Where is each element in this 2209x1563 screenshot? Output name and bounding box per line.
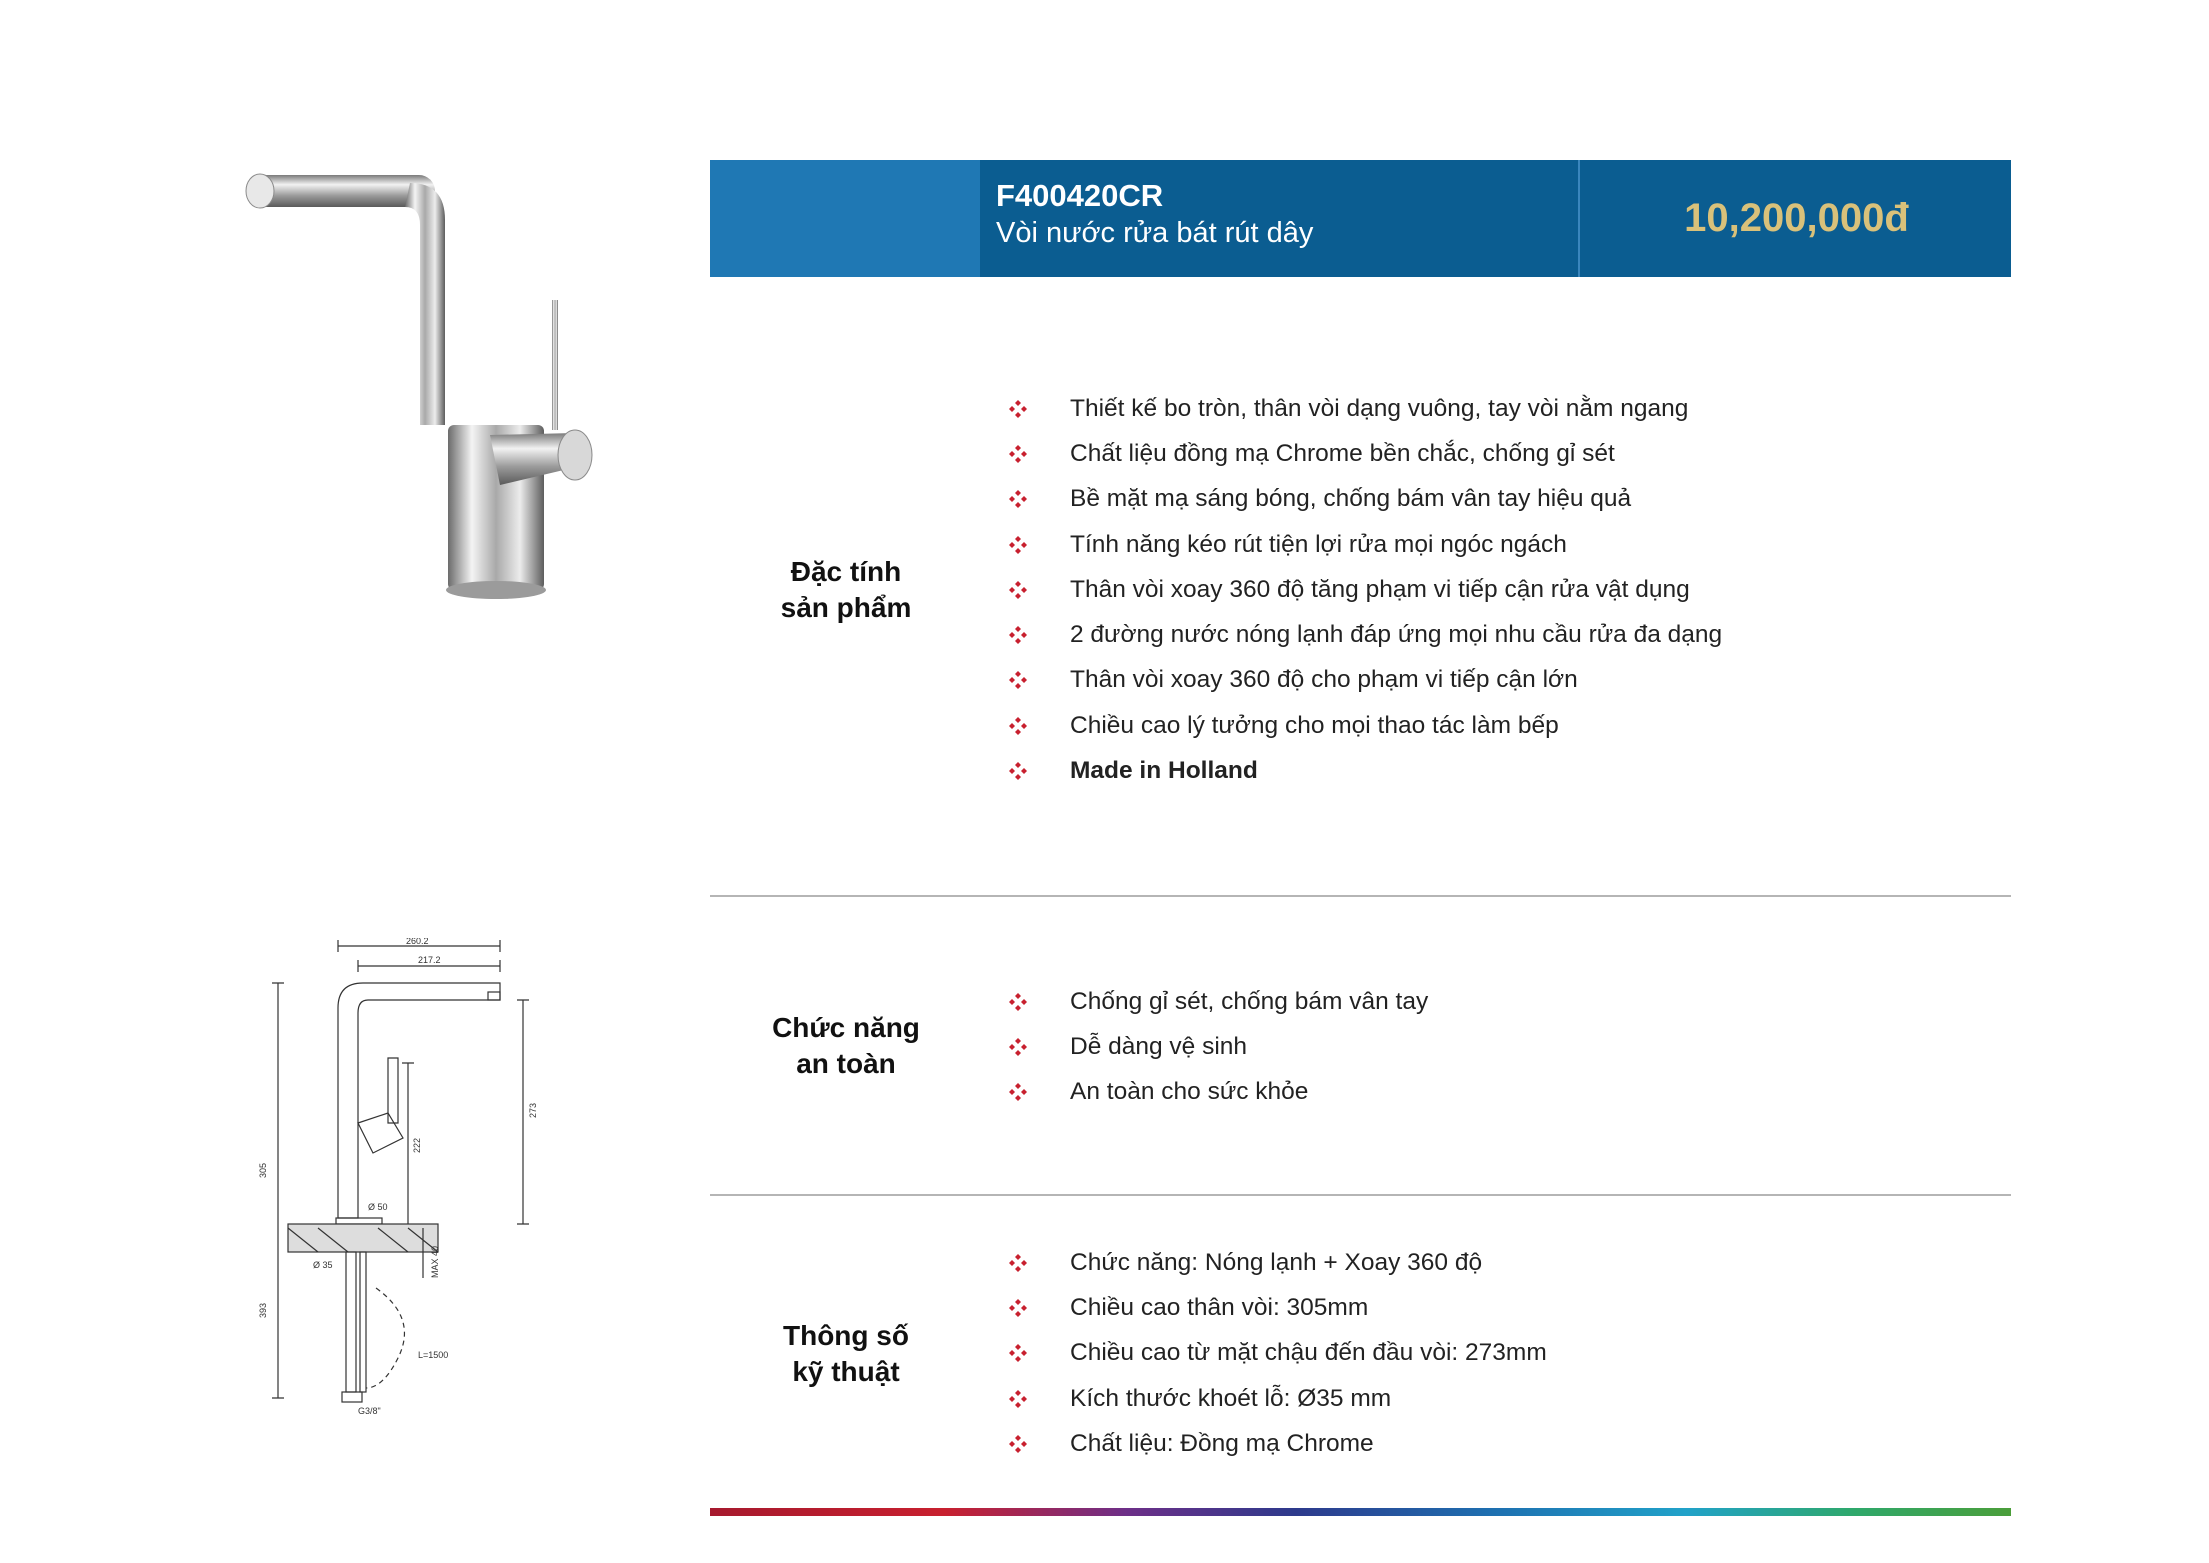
header-price-block [1578, 160, 2011, 277]
diamond-bullet-icon [1006, 992, 1070, 1012]
list-item [1006, 567, 1722, 612]
list-item-text: Thân vòi xoay 360 độ cho phạm vi tiếp cận lớn [1070, 666, 1578, 694]
diamond-bullet-icon [1006, 399, 1070, 419]
list-item [1006, 979, 1428, 1024]
diamond-bullet-icon [1006, 761, 1070, 781]
safety-label: Chức năng an toàn [772, 1012, 920, 1079]
list-item-text: 2 đường nước nóng lạnh đáp ứng mọi nhu cầu rửa đa dạng [1070, 621, 1723, 649]
technical-drawing [258, 938, 548, 1418]
list-item-text: Kích thước khoét lỗ: Ø35 mm [1070, 1384, 1392, 1412]
dim-max: MAX 40 [430, 1245, 440, 1278]
dim-h4: 393 [258, 1302, 268, 1318]
list-item [1006, 1285, 1547, 1330]
specs-list [1006, 1240, 1547, 1466]
list-item [1006, 1070, 1428, 1115]
diamond-bullet-icon [1006, 625, 1070, 645]
list-item-text: Chiều cao thân vòi: 305mm [1070, 1293, 1369, 1321]
dim-w2: 217.2 [418, 955, 441, 965]
diamond-bullet-icon [1006, 1253, 1070, 1273]
list-item [1006, 612, 1722, 657]
diamond-bullet-icon [1006, 1037, 1070, 1057]
specs-label: Thông số kỹ thuật [783, 1320, 909, 1387]
section-divider [710, 895, 2011, 897]
dim-hose: L=1500 [418, 1350, 449, 1360]
diamond-bullet-icon [1006, 1343, 1070, 1363]
list-item-text: An toàn cho sức khỏe [1070, 1078, 1309, 1106]
safety-list [1006, 979, 1428, 1115]
list-item [1006, 386, 1722, 431]
diamond-bullet-icon [1006, 1434, 1070, 1454]
header-left-block [710, 160, 980, 277]
list-item-text: Thân vòi xoay 360 độ tăng phạm vi tiếp cận rửa vật dụng [1070, 575, 1690, 603]
list-item-text: Thiết kế bo tròn, thân vòi dạng vuông, tay vòi nằm ngang [1070, 394, 1689, 422]
diamond-bullet-icon [1006, 535, 1070, 555]
list-item-text: Chống gỉ sét, chống bám vân tay [1070, 987, 1429, 1015]
list-item [1006, 1376, 1547, 1421]
dim-d2: Ø 35 [313, 1260, 333, 1270]
features-label: Đặc tính sản phẩm [780, 556, 912, 623]
product-code: F400420CR [996, 178, 1164, 213]
dim-d1: Ø 50 [368, 1202, 388, 1212]
diamond-bullet-icon [1006, 580, 1070, 600]
diamond-bullet-icon [1006, 670, 1070, 690]
list-item [1006, 522, 1722, 567]
list-item [1006, 703, 1722, 748]
list-item-text: Tính năng kéo rút tiện lợi rửa mọi ngóc ngách [1070, 530, 1567, 558]
list-item-text: Dễ dàng vệ sinh [1070, 1032, 1248, 1060]
list-item-text: Chức năng: Nóng lạnh + Xoay 360 độ [1070, 1248, 1483, 1276]
list-item-text: Chất liệu đồng mạ Chrome bền chắc, chống gỉ sét [1070, 439, 1615, 467]
product-price: 10,200,000đ [1684, 196, 1909, 240]
diamond-bullet-icon [1006, 1298, 1070, 1318]
list-item-text: Bề mặt mạ sáng bóng, chống bám vân tay hiệu quả [1070, 485, 1632, 513]
dim-h3: 222 [412, 1137, 422, 1153]
list-item-text: Chiều cao lý tưởng cho mọi thao tác làm bếp [1070, 711, 1559, 739]
diamond-bullet-icon [1006, 444, 1070, 464]
list-item [1006, 1331, 1547, 1376]
header-title-block [980, 160, 1578, 277]
dim-thread: G3/8" [358, 1406, 381, 1416]
dim-h1: 305 [258, 1162, 268, 1178]
diamond-bullet-icon [1006, 716, 1070, 736]
dim-h2: 273 [528, 1102, 538, 1118]
list-item [1006, 1024, 1428, 1069]
footer-color-bar [710, 1508, 2011, 1516]
product-header [710, 160, 2011, 277]
list-item-text: Chất liệu: Đồng mạ Chrome [1070, 1429, 1374, 1457]
list-item [1006, 1240, 1547, 1285]
diamond-bullet-icon [1006, 1389, 1070, 1409]
features-list [1006, 386, 1722, 794]
product-image [240, 165, 610, 635]
list-item-text: Chiều cao từ mặt chậu đến đầu vòi: 273mm [1070, 1339, 1547, 1367]
diamond-bullet-icon [1006, 1082, 1070, 1102]
list-item [1006, 477, 1722, 522]
diamond-bullet-icon [1006, 489, 1070, 509]
list-item [1006, 1421, 1547, 1466]
list-item [1006, 658, 1722, 703]
list-item [1006, 748, 1722, 793]
section-divider [710, 1194, 2011, 1196]
list-item-text: Made in Holland [1070, 757, 1258, 785]
product-name: Vòi nước rửa bát rút dây [996, 217, 1314, 249]
list-item [1006, 431, 1722, 476]
dim-w1: 260.2 [406, 938, 429, 946]
